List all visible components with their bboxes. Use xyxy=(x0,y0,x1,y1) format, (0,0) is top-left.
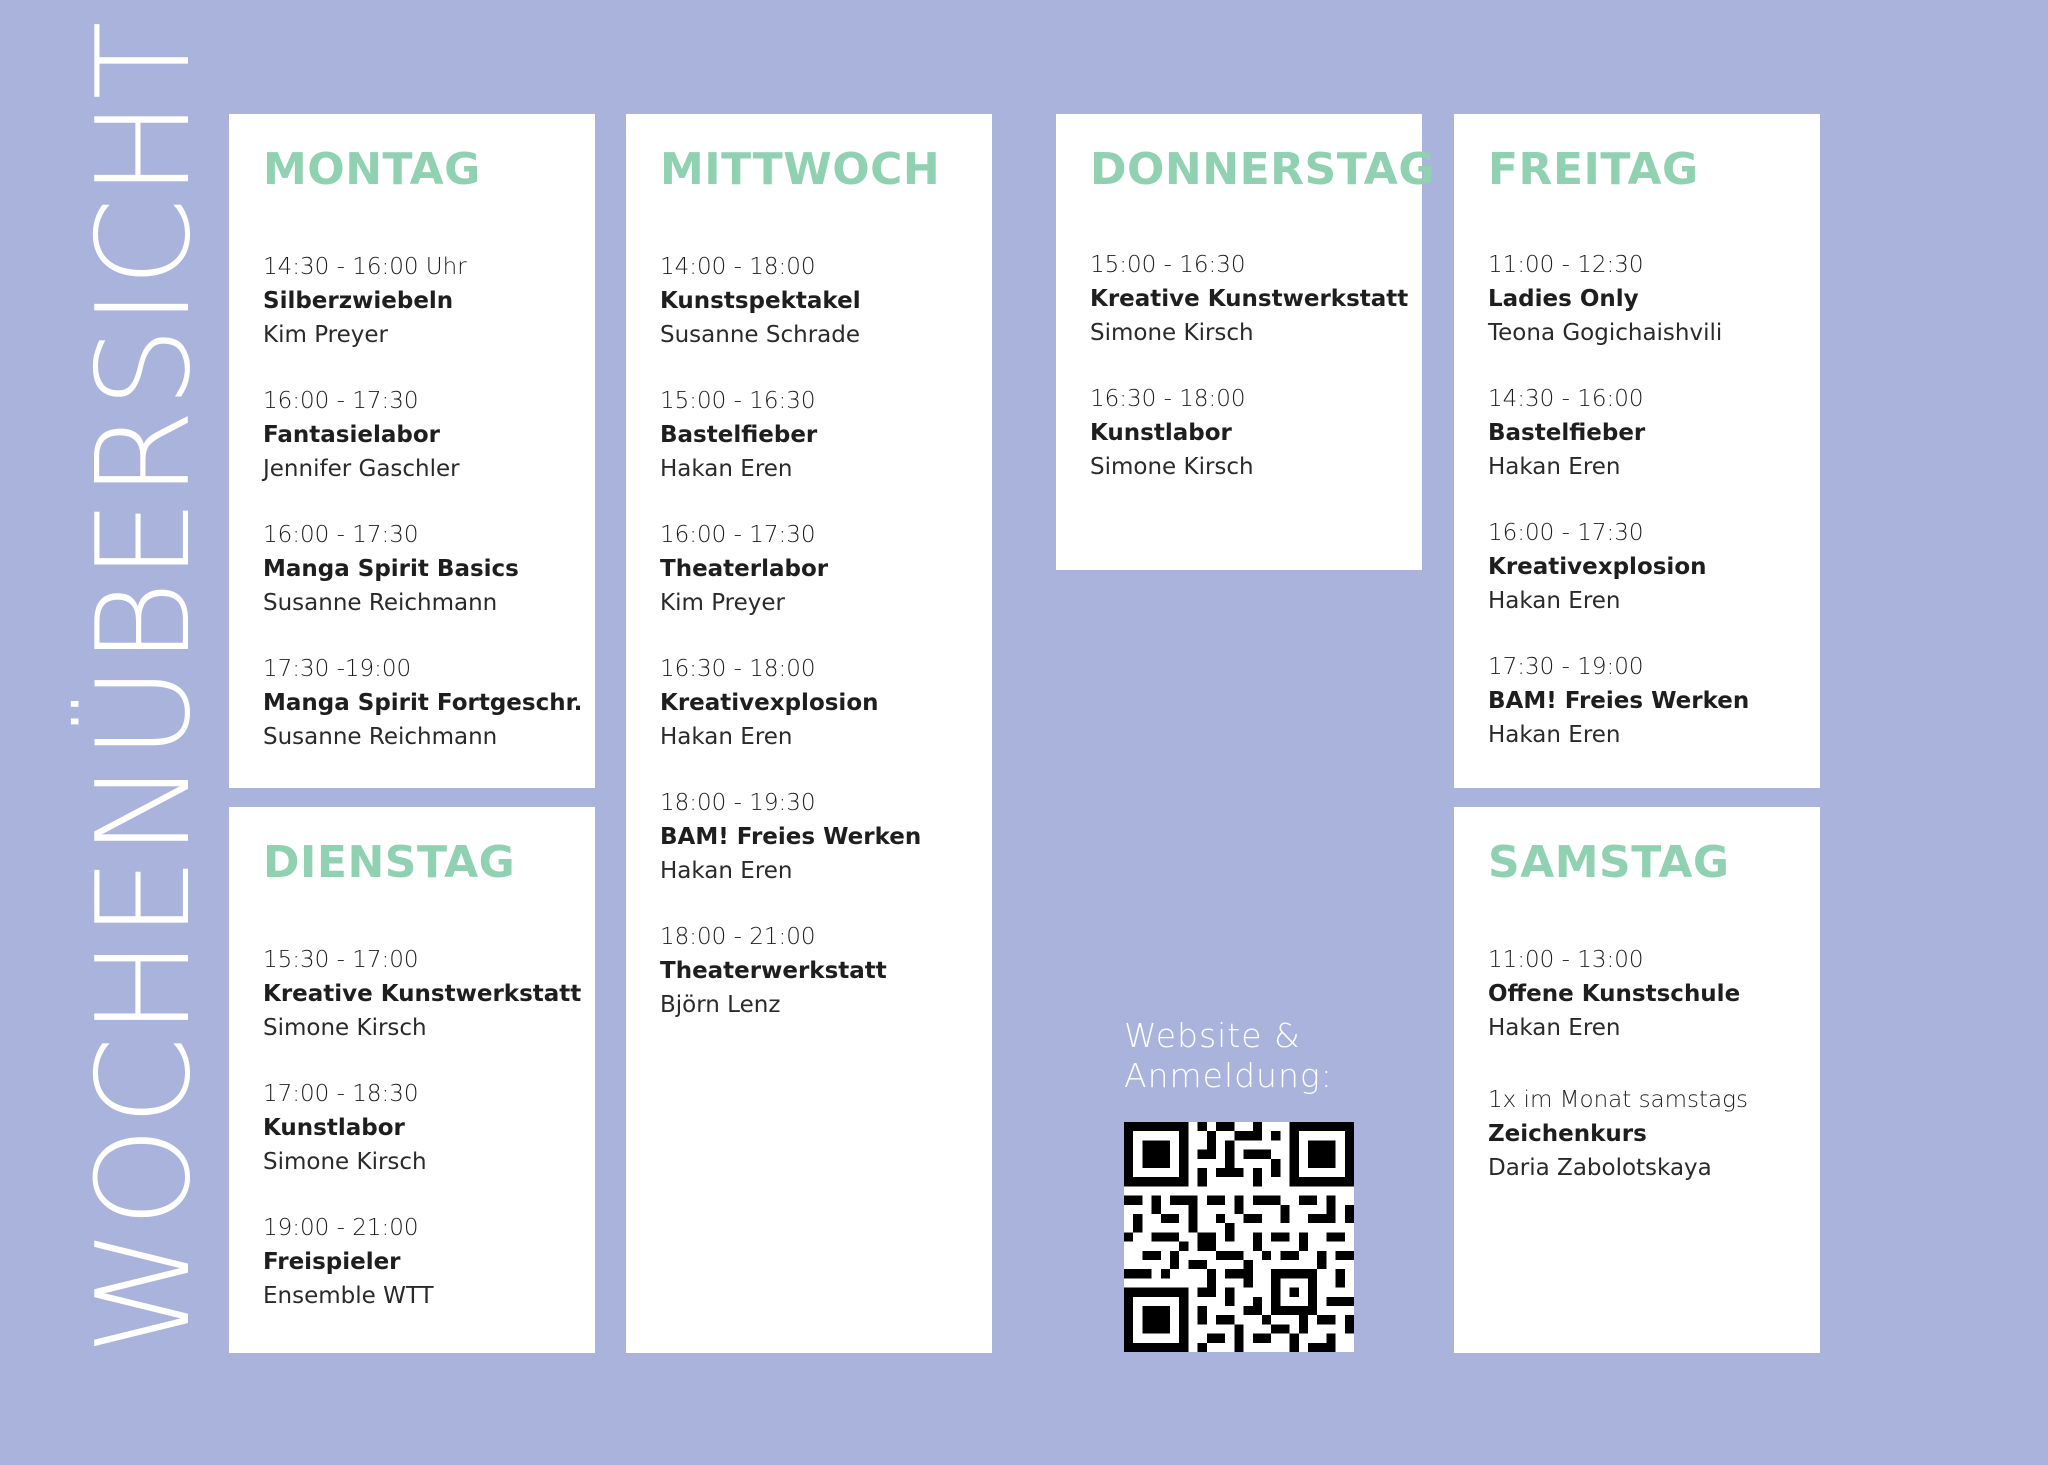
course-entry xyxy=(263,518,561,620)
course-name: Manga Spirit Fortgeschr. xyxy=(263,690,583,716)
course-teacher: Hakan Eren xyxy=(660,724,793,750)
day-card-freitag xyxy=(1454,114,1820,788)
course-entry xyxy=(1488,943,1786,1045)
course-time: 1x im Monat samstags xyxy=(1488,1087,1748,1113)
course-name: Bastelfieber xyxy=(1488,420,1646,446)
day-card-dienstag xyxy=(229,807,595,1353)
course-time: 16:00 - 17:30 xyxy=(660,522,816,548)
course-teacher: Hakan Eren xyxy=(1488,722,1621,748)
page-title: WOCHENÜBERSICHT xyxy=(70,20,219,1355)
course-teacher: Hakan Eren xyxy=(1488,588,1621,614)
course-time: 14:30 - 16:00 Uhr xyxy=(263,254,467,280)
course-name: Bastelfieber xyxy=(660,422,818,448)
course-name: Manga Spirit Basics xyxy=(263,556,519,582)
course-teacher: Susanne Reichmann xyxy=(263,590,498,616)
course-entry xyxy=(660,786,958,888)
course-entry xyxy=(263,1211,561,1313)
course-teacher: Teona Gogichaishvili xyxy=(1488,320,1723,346)
day-card-montag xyxy=(229,114,595,788)
qr-code-graphic xyxy=(1124,1122,1354,1352)
course-name: Silberzwiebeln xyxy=(263,288,454,314)
website-label xyxy=(1124,1016,1333,1096)
course-time: 11:00 - 12:30 xyxy=(1488,252,1644,278)
course-teacher: Simone Kirsch xyxy=(263,1015,427,1041)
course-teacher: Kim Preyer xyxy=(660,590,785,616)
course-entry xyxy=(263,250,561,352)
course-time: 16:30 - 18:00 xyxy=(1090,386,1246,412)
course-time: 14:30 - 16:00 xyxy=(1488,386,1644,412)
course-name: Kreative Kunstwerkstatt xyxy=(263,981,582,1007)
course-teacher: Hakan Eren xyxy=(660,858,793,884)
course-time: 19:00 - 21:00 xyxy=(263,1215,419,1241)
course-name: Kunstlabor xyxy=(1090,420,1232,446)
course-entry xyxy=(1488,248,1786,350)
qr-code-icon[interactable] xyxy=(1124,1122,1354,1352)
course-name: Theaterwerkstatt xyxy=(660,958,887,984)
course-teacher: Björn Lenz xyxy=(660,992,781,1018)
course-entry xyxy=(660,250,958,352)
course-entry xyxy=(1090,382,1388,484)
course-name: Zeichenkurs xyxy=(1488,1121,1647,1147)
course-time: 14:00 - 18:00 xyxy=(660,254,816,280)
course-entry xyxy=(660,920,958,1022)
course-teacher: Daria Zabolotskaya xyxy=(1488,1155,1712,1181)
course-teacher: Hakan Eren xyxy=(660,456,793,482)
course-entry xyxy=(660,518,958,620)
course-teacher: Simone Kirsch xyxy=(263,1149,427,1175)
course-entry xyxy=(1488,650,1786,752)
course-time: 15:00 - 16:30 xyxy=(1090,252,1246,278)
day-heading-montag: MONTAG xyxy=(263,144,481,195)
entry-spacer xyxy=(1488,1045,1786,1083)
course-name: Kreativexplosion xyxy=(660,690,879,716)
course-teacher: Ensemble WTT xyxy=(263,1283,434,1309)
course-name: Ladies Only xyxy=(1488,286,1639,312)
course-name: Theaterlabor xyxy=(660,556,829,582)
website-label-line1: Website & xyxy=(1124,1016,1301,1055)
day-heading-freitag: FREITAG xyxy=(1488,144,1699,195)
course-time: 17:30 - 19:00 xyxy=(1488,654,1644,680)
course-time: 16:00 - 17:30 xyxy=(263,388,419,414)
day-card-donnerstag xyxy=(1056,114,1435,570)
course-name: Kreativexplosion xyxy=(1488,554,1707,580)
course-time: 17:00 - 18:30 xyxy=(263,1081,419,1107)
course-entry xyxy=(1488,1083,1786,1185)
course-name: Kreative Kunstwerkstatt xyxy=(1090,286,1409,312)
course-time: 15:00 - 16:30 xyxy=(660,388,816,414)
course-entry xyxy=(1488,516,1786,618)
course-time: 18:00 - 21:00 xyxy=(660,924,816,950)
website-label-line2: Anmeldung: xyxy=(1124,1056,1333,1095)
course-entry xyxy=(660,384,958,486)
course-entry xyxy=(263,943,582,1045)
course-time: 18:00 - 19:30 xyxy=(660,790,816,816)
course-time: 16:30 - 18:00 xyxy=(660,656,816,682)
day-heading-mittwoch: MITTWOCH xyxy=(660,144,941,195)
course-teacher: Simone Kirsch xyxy=(1090,454,1254,480)
course-name: Kunstlabor xyxy=(263,1115,405,1141)
course-entry xyxy=(263,652,583,754)
course-entry xyxy=(1488,382,1786,484)
course-teacher: Hakan Eren xyxy=(1488,1015,1621,1041)
course-entry xyxy=(263,384,561,486)
day-card-samstag xyxy=(1454,807,1820,1353)
course-teacher: Susanne Schrade xyxy=(660,322,860,348)
course-name: Fantasielabor xyxy=(263,422,440,448)
course-time: 11:00 - 13:00 xyxy=(1488,947,1644,973)
day-heading-donnerstag: DONNERSTAG xyxy=(1090,144,1435,195)
course-name: Kunstspektakel xyxy=(660,288,861,314)
course-entry xyxy=(660,652,958,754)
course-name: BAM! Freies Werken xyxy=(1488,688,1750,714)
course-teacher: Kim Preyer xyxy=(263,322,388,348)
course-teacher: Jennifer Gaschler xyxy=(263,456,460,482)
course-teacher: Hakan Eren xyxy=(1488,454,1621,480)
day-heading-samstag: SAMSTAG xyxy=(1488,837,1730,888)
day-heading-dienstag: DIENSTAG xyxy=(263,837,516,888)
course-name: Offene Kunstschule xyxy=(1488,981,1741,1007)
course-entry xyxy=(1090,248,1409,350)
course-teacher: Simone Kirsch xyxy=(1090,320,1254,346)
course-teacher: Susanne Reichmann xyxy=(263,724,498,750)
day-card-mittwoch xyxy=(626,114,992,1353)
course-time: 16:00 - 17:30 xyxy=(1488,520,1644,546)
course-time: 15:30 - 17:00 xyxy=(263,947,419,973)
course-name: BAM! Freies Werken xyxy=(660,824,922,850)
course-entry xyxy=(263,1077,561,1179)
course-time: 17:30 -19:00 xyxy=(263,656,412,682)
course-time: 16:00 - 17:30 xyxy=(263,522,419,548)
course-name: Freispieler xyxy=(263,1249,401,1275)
